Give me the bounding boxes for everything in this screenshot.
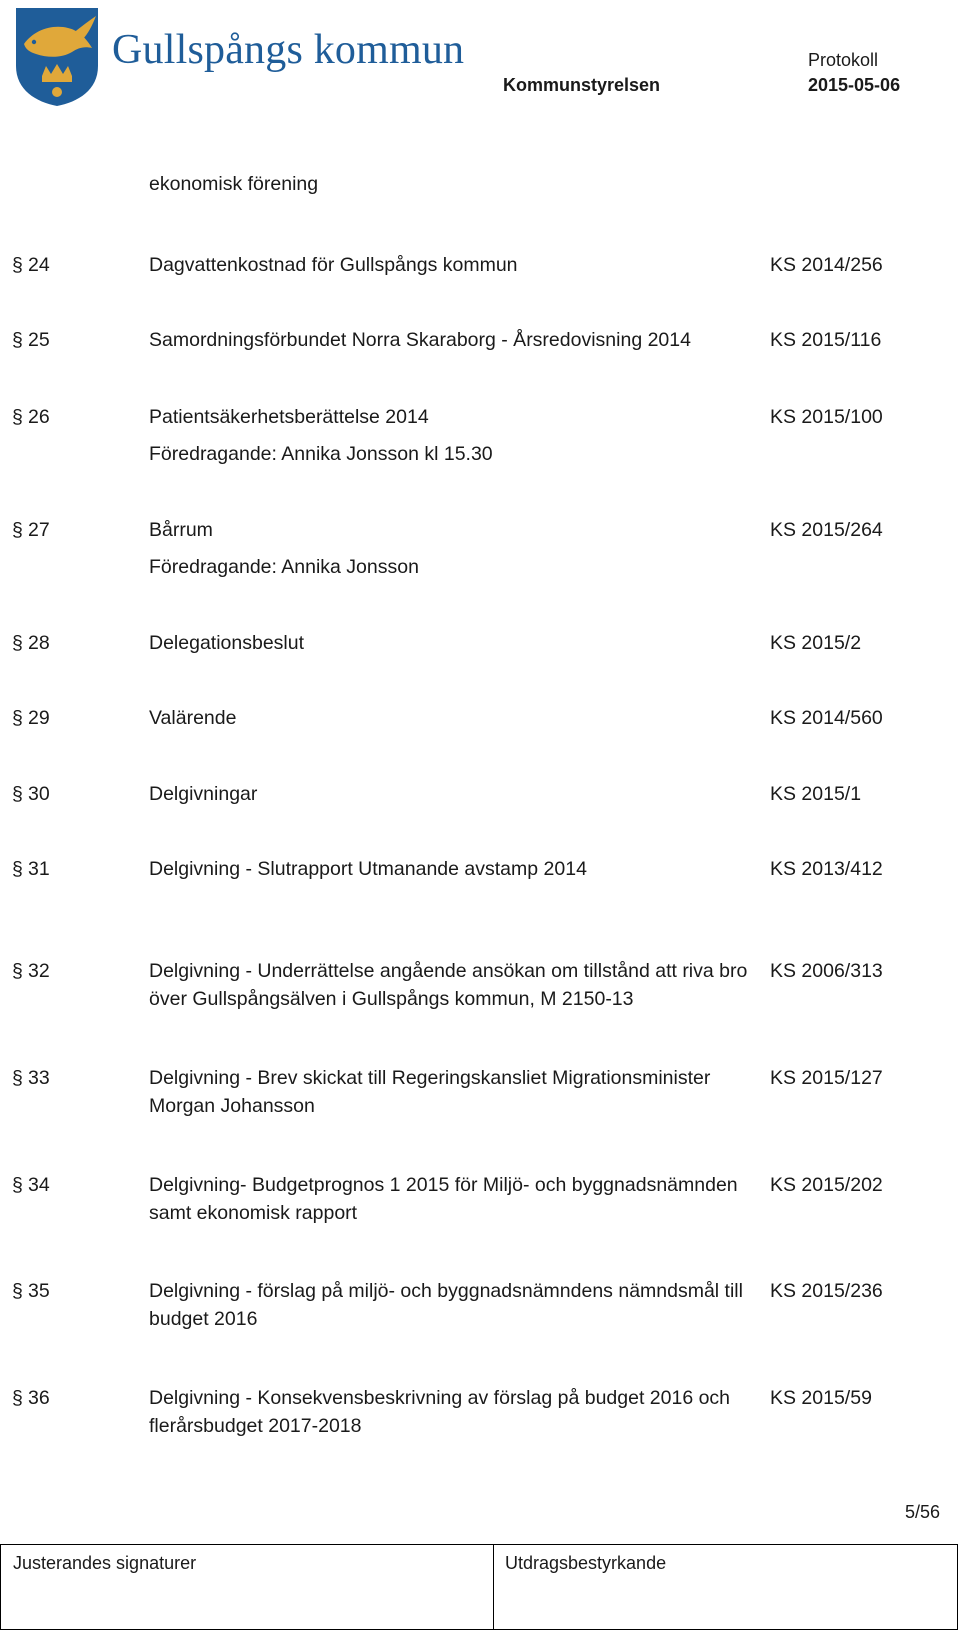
section-symbol: § bbox=[12, 1174, 23, 1196]
item-number: 25 bbox=[28, 329, 50, 351]
item-title: Delgivning - Underrättelse angående ansökan om tillstånd att riva bro över Gullspångsälven i Gullspångs kommun, M 2150-13 bbox=[149, 960, 748, 1010]
case-number: KS 2015/1 bbox=[770, 783, 862, 805]
section-symbol: § bbox=[12, 519, 23, 541]
case-number: KS 2006/313 bbox=[770, 960, 883, 982]
organization-name: Gullspångs kommun bbox=[112, 27, 465, 73]
item-number: 28 bbox=[28, 632, 50, 654]
section-symbol: § bbox=[12, 1280, 23, 1302]
item-title: Delgivning - Slutrapport Utmanande avstamp 2014 bbox=[149, 858, 587, 880]
item-number: 24 bbox=[28, 254, 50, 276]
section-symbol: § bbox=[12, 1067, 23, 1089]
item-number: 36 bbox=[28, 1387, 50, 1409]
case-number: KS 2015/202 bbox=[770, 1174, 883, 1196]
item-title: Delgivning - förslag på miljö- och byggnadsnämndens nämndsmål till budget 2016 bbox=[149, 1280, 743, 1330]
section-symbol: § bbox=[12, 960, 23, 982]
case-number: KS 2015/2 bbox=[770, 632, 862, 654]
item-number: 26 bbox=[28, 406, 50, 428]
item-title: Delgivningar bbox=[149, 783, 258, 805]
board-name: Kommunstyrelsen bbox=[503, 75, 661, 95]
item-presenter: Föredragande: Annika Jonsson kl 15.30 bbox=[149, 443, 493, 465]
document-type: Protokoll bbox=[808, 50, 879, 70]
item-title: Bårrum bbox=[149, 519, 213, 541]
case-number: KS 2014/256 bbox=[770, 254, 883, 276]
case-number: KS 2013/412 bbox=[770, 858, 883, 880]
signature-table bbox=[0, 1544, 958, 1630]
section-symbol: § bbox=[12, 858, 23, 880]
section-symbol: § bbox=[12, 406, 23, 428]
section-symbol: § bbox=[12, 254, 23, 276]
item-title: Patientsäkerhetsberättelse 2014 bbox=[149, 406, 429, 428]
continuation-text: ekonomisk förening bbox=[149, 173, 319, 195]
certification-label: Utdragsbestyrkande bbox=[505, 1553, 667, 1573]
item-title: Delgivning- Budgetprognos 1 2015 för Miljö- och byggnadsnämnden samt ekonomisk rapport bbox=[149, 1174, 738, 1224]
item-title: Delegationsbeslut bbox=[149, 632, 305, 654]
item-number: 35 bbox=[28, 1280, 50, 1302]
item-title: Valärende bbox=[149, 707, 237, 729]
item-number: 33 bbox=[28, 1067, 50, 1089]
section-symbol: § bbox=[12, 329, 23, 351]
item-number: 27 bbox=[28, 519, 50, 541]
document-date: 2015-05-06 bbox=[808, 75, 901, 95]
case-number: KS 2015/116 bbox=[770, 329, 882, 351]
case-number: KS 2015/236 bbox=[770, 1280, 883, 1302]
section-symbol: § bbox=[12, 1387, 23, 1409]
item-title: Delgivning - Brev skickat till Regeringskansliet Migrationsminister Morgan Johansson bbox=[149, 1067, 711, 1117]
case-number: KS 2015/127 bbox=[770, 1067, 883, 1089]
item-title: Dagvattenkostnad för Gullspångs kommun bbox=[149, 254, 518, 276]
case-number: KS 2014/560 bbox=[770, 707, 883, 729]
item-number: 32 bbox=[28, 960, 50, 982]
item-number: 34 bbox=[28, 1174, 50, 1196]
item-presenter: Föredragande: Annika Jonsson bbox=[149, 556, 419, 578]
case-number: KS 2015/59 bbox=[770, 1387, 872, 1409]
signatures-label: Justerandes signaturer bbox=[13, 1553, 197, 1573]
item-number: 29 bbox=[28, 707, 50, 729]
section-symbol: § bbox=[12, 632, 23, 654]
section-symbol: § bbox=[12, 783, 23, 805]
item-title: Delgivning - Konsekvensbeskrivning av förslag på budget 2016 och flerårsbudget 2017-2018 bbox=[149, 1387, 731, 1437]
section-symbol: § bbox=[12, 707, 23, 729]
item-number: 30 bbox=[28, 783, 50, 805]
item-number: 31 bbox=[28, 858, 50, 880]
case-number: KS 2015/264 bbox=[770, 519, 883, 541]
case-number: KS 2015/100 bbox=[770, 406, 883, 428]
table-divider bbox=[493, 1545, 494, 1629]
page-number: 5/56 bbox=[905, 1502, 941, 1522]
item-title: Samordningsförbundet Norra Skaraborg - Årsredovisning 2014 bbox=[149, 329, 691, 351]
